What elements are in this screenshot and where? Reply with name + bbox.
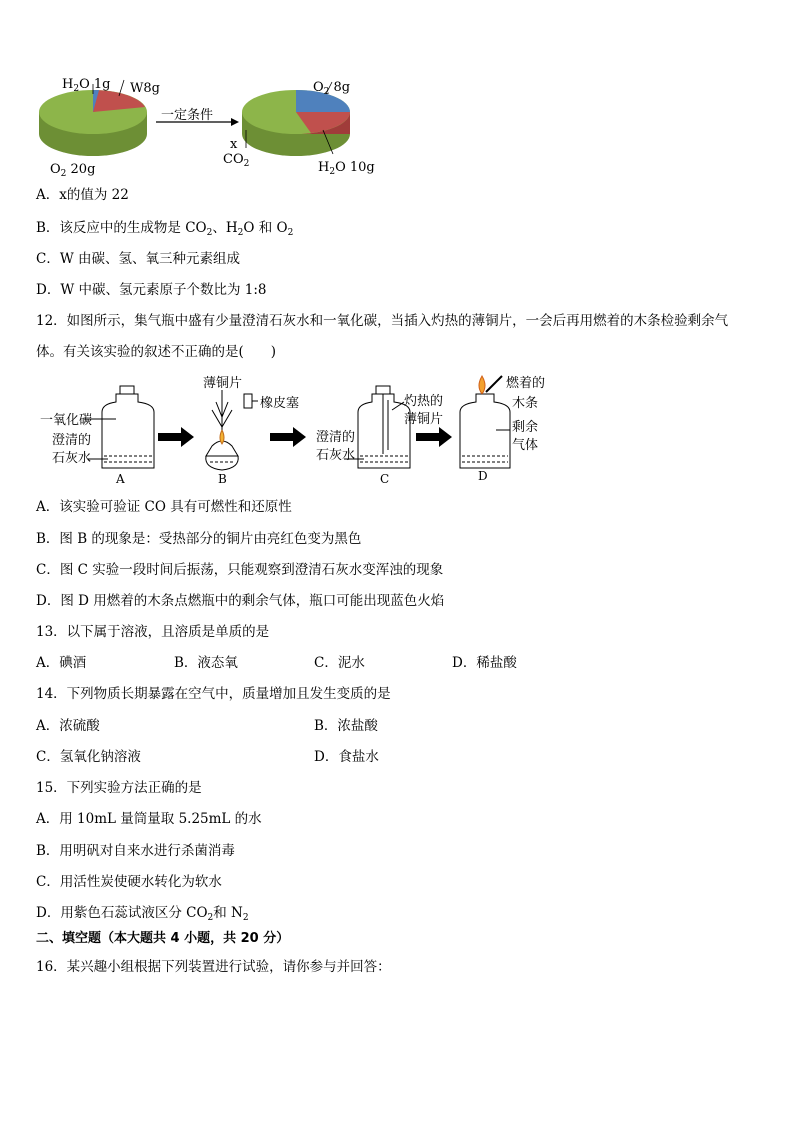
q11-option-c: C．W 由碳、氢、氧三种元素组成 — [36, 251, 240, 267]
arrow-label: 一定条件 — [161, 108, 214, 123]
q13-stem: 13．以下属于溶液，且溶质是单质的是 — [36, 624, 270, 640]
q13-option-b: B．液态氧 — [174, 655, 238, 671]
q15-option-a: A．用 10mL 量筒量取 5.25mL 的水 — [36, 811, 262, 827]
q16-stem: 16．某兴趣小组根据下列装置进行试验，请你参与并回答： — [36, 959, 391, 975]
pie-label-o2-right: $O_2$ 8g — [313, 80, 351, 97]
pie-label-h2o-right: $H_2O$ 10g — [318, 160, 375, 177]
q12-option-a: A．该实验可验证 CO 具有可燃性和还原性 — [36, 499, 292, 515]
fig-d-label-stick: 木条 — [512, 396, 539, 411]
bottle-a — [84, 386, 154, 468]
q13-option-a: A．碘酒 — [36, 655, 87, 671]
fig-caption-c: C — [380, 472, 390, 486]
q15-stem: 15．下列实验方法正确的是 — [36, 780, 202, 796]
q14-option-a: A．浓硫酸 — [36, 718, 100, 734]
q15-option-b: B．用明矾对自来水进行杀菌消毒 — [36, 843, 235, 859]
q14-option-d: D．食盐水 — [314, 749, 379, 765]
q12-option-c: C．图 C 实验一段时间后振荡，只能观察到澄清石灰水变浑浊的现象 — [36, 562, 444, 578]
fig-c-label-lime2: 石灰水 — [316, 448, 356, 463]
fig-c-label-lime1: 澄清的 — [316, 430, 356, 445]
q11-option-d: D．W 中碳、氢元素原子个数比为 1:8 — [36, 282, 267, 298]
q15-option-d: D．用紫色石蕊试液区分 $CO_2$和 $N_2$ — [36, 905, 249, 923]
fig-d-label-burning: 燃着的 — [506, 376, 546, 391]
pie-label-w: W8g — [130, 81, 160, 96]
q12-stem-line2: 体。有关该实验的叙述不正确的是( ) — [36, 344, 277, 360]
arrow-3 — [416, 427, 452, 447]
q11-option-a: A．x的值为 22 — [36, 187, 129, 203]
q15-option-c: C．用活性炭使硬水转化为软水 — [36, 874, 222, 890]
left-pie — [39, 90, 147, 156]
q14-stem: 14．下列物质长期暴露在空气中，质量增加且发生变质的是 — [36, 686, 391, 702]
pie-label-h2o-left: $H_2O$ 1g — [62, 77, 111, 94]
pie-label-co2: $CO_2$ — [223, 152, 250, 169]
pie-label-o2-left: $O_2$ 20g — [50, 162, 96, 179]
fig-a-label-lime2: 石灰水 — [52, 451, 92, 466]
q14-option-c: C．氢氧化钠溶液 — [36, 749, 141, 765]
fig-c-label-hot: 灼热的 — [404, 394, 444, 409]
fig-a-label-co: 一氧化碳 — [40, 413, 93, 428]
fig-d-label-gas: 气体 — [512, 438, 539, 453]
q12-option-d: D．图 D 用燃着的木条点燃瓶中的剩余气体，瓶口可能出现蓝色火焰 — [36, 593, 445, 609]
q14-option-b: B．浓盐酸 — [314, 718, 378, 734]
fig-b-label-copper: 薄铜片 — [203, 376, 243, 391]
fig-c-label-copper: 薄铜片 — [404, 412, 444, 427]
apparatus-b — [206, 390, 258, 470]
section-heading: 二、填空题（本大题共 4 小题，共 20 分） — [36, 931, 290, 946]
q12-stem-line1: 12．如图所示，集气瓶中盛有少量澄清石灰水和一氧化碳，当插入灼热的薄铜片，一会后再用燃着的木条检验剩余气 — [36, 313, 729, 329]
fig-a-label-lime1: 澄清的 — [52, 433, 92, 448]
arrow-2 — [270, 427, 306, 447]
bottle-d — [460, 376, 510, 468]
q13-option-d: D．稀盐酸 — [452, 655, 517, 671]
pie-label-x: x — [230, 137, 238, 152]
q12-option-b: B．图 B 的现象是：受热部分的铜片由亮红色变为黑色 — [36, 531, 362, 547]
right-pie — [242, 90, 350, 156]
q11-option-b: B．该反应中的生成物是 $CO_2$、$H_2O$ 和 $O_2$ — [36, 220, 294, 238]
fig-caption-a: A — [116, 472, 125, 486]
q13-option-c: C．泥水 — [314, 655, 365, 671]
fig-b-label-stopper: 橡皮塞 — [260, 396, 300, 411]
fig-d-label-remaining: 剩余 — [512, 420, 539, 435]
fig-caption-d: D — [478, 469, 488, 483]
fig-caption-b: B — [218, 472, 227, 486]
arrow-1 — [158, 427, 194, 447]
